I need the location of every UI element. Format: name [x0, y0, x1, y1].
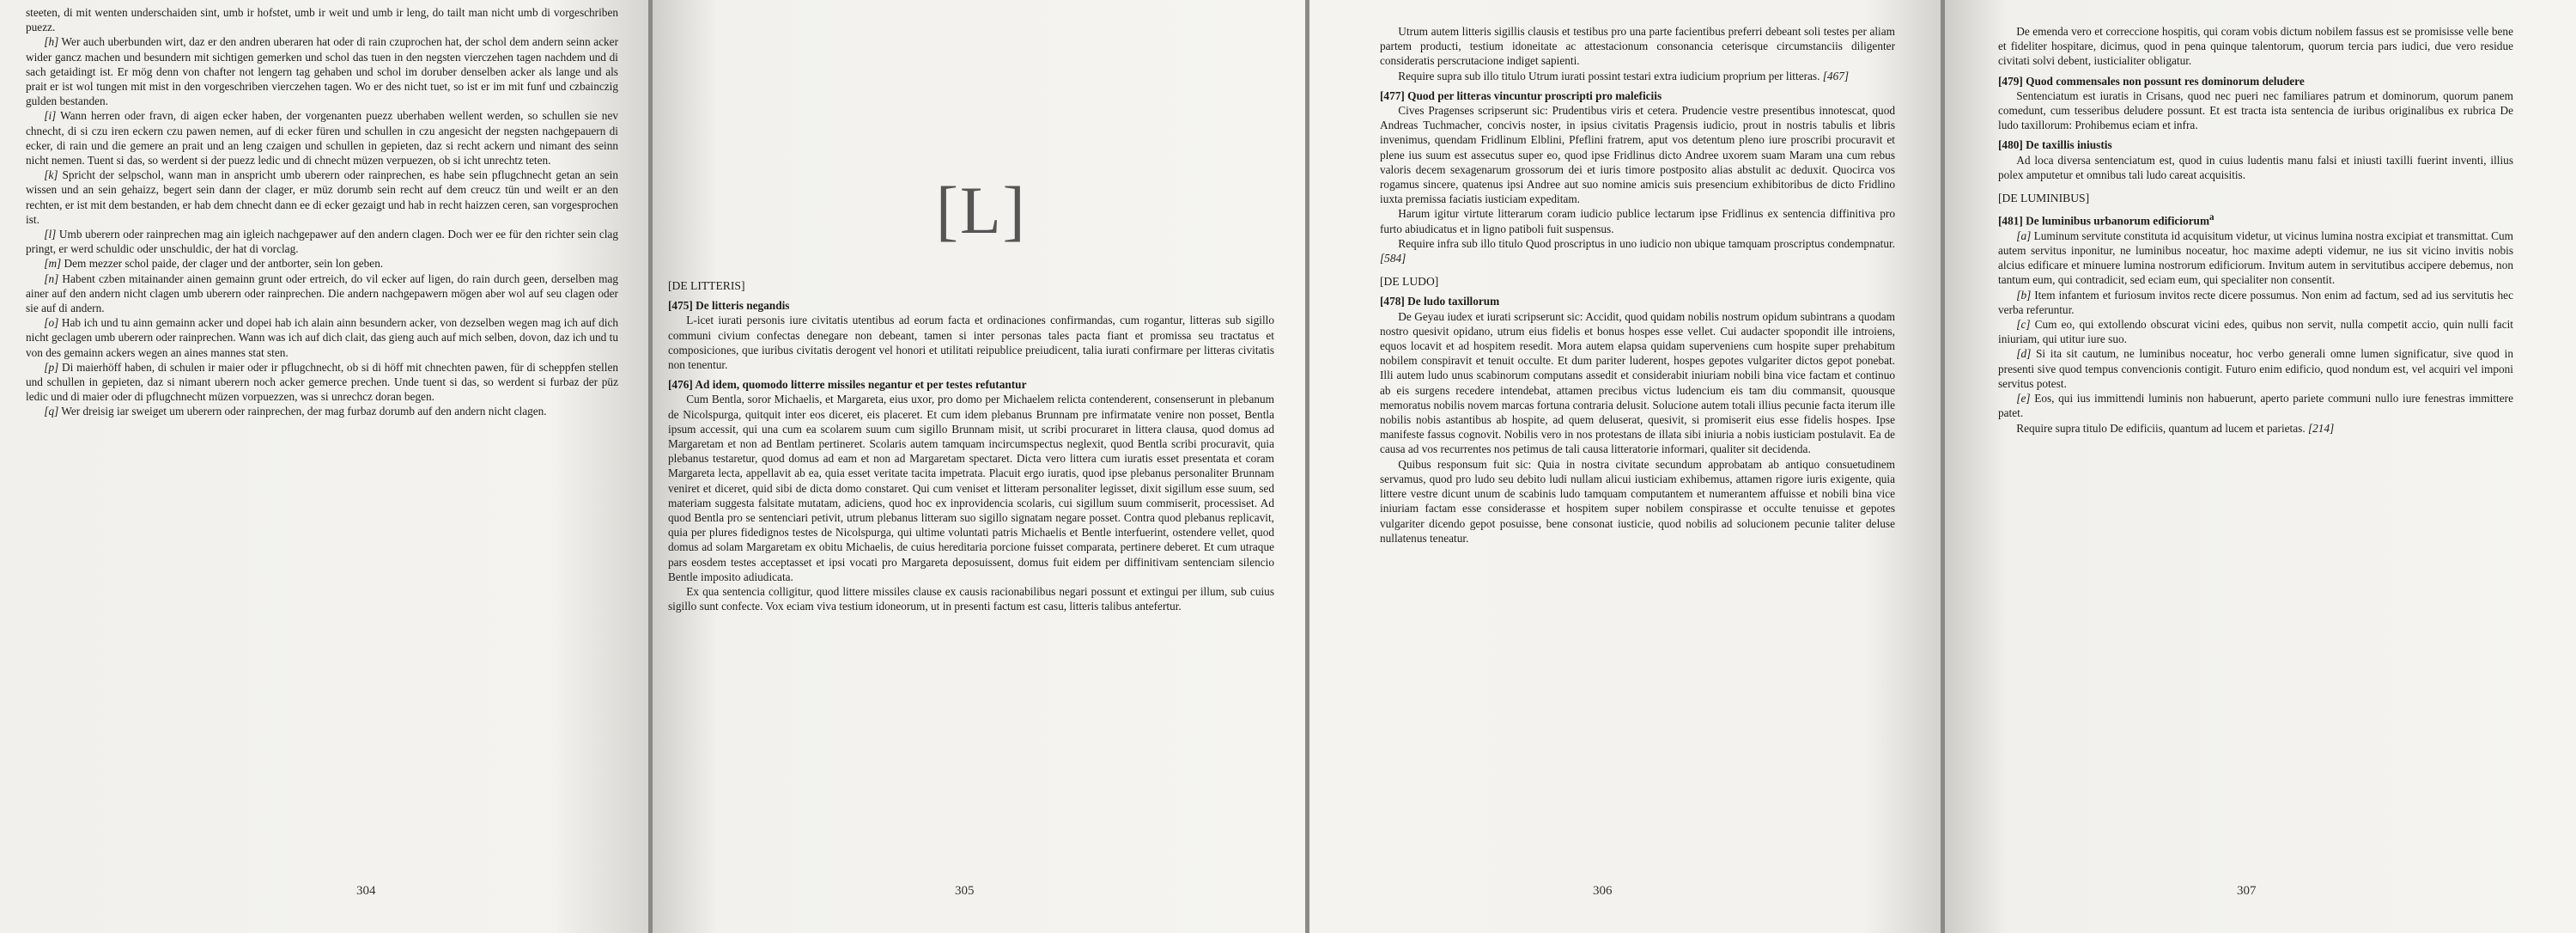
page-number-304: 304 — [356, 884, 376, 898]
page-number-305: 305 — [955, 884, 975, 898]
chapter-letter: [L] — [936, 173, 1027, 247]
paragraph — [26, 34, 618, 108]
paragraph — [26, 315, 618, 360]
entry-477-text-2: Harum igitur virtute litterarum coram iudicio publice lectarum ipse Fridlinus ex sentencia diffinitiva pro furto abiudicatus et in ligno patiboli fuit suspensus. — [1380, 207, 1895, 235]
entry-477-text: Cives Pragenses scripserunt sic: Prudentibus viris et cetera. Prudencie vestre presentibus innotescat, quod Andreas Tuchmacher, concivis noster, in ipsius civitatis Pragensis iudicio, prout in nostris tabulis et libris invenimus, quendam Fridlinum Elblini, Pfeflini fratrem, aput vos detentum pleno iure proscribi procuravit et plene ius suum est assecutus super eo, quod ipse Fridlinus dicto Andree uxorem suam Maram una cum rebus valoris decem sexagenarum grossorum dei et iuris timore postposito alias abstulit ac deduxit. Quocirca vos rogamus sincere, quatenus ipsi Andree aut suo nomine amicis suis presencium exhibitoribus de dicto Fridlino iuxta premissa faciatis iusticiam expeditam. — [1380, 104, 1895, 206]
section-heading-ludo: [DE LUDO] — [1380, 275, 1439, 289]
intro-text-307: De emenda vero et correccione hospitis, qui coram vobis dictum nobilem fassus est se promisisse velle bene et fideliter hospitare, dicimus, quod in pena quinque talentorum, quorum tercia pars iudici, due vero residue civitati solvi debent, iusticialiter obligatur. — [1998, 25, 2513, 68]
paragraph — [26, 271, 618, 316]
entry-479-text: Sentenciatum est iuratis in Crisans, quod nec pueri nec familiares patrum et dominorum, quorum panem comedunt, cum tesseribus deludere possunt. Et est tracta ista sentencia de iuribus originalibus ex rubrica De ludo taxillorum: Prohibemus eciam et infra. — [1998, 88, 2513, 132]
entry-478-heading: [478] De ludo taxillorum — [1380, 295, 1500, 308]
item-ref: [a] — [2016, 229, 2032, 242]
list-item — [1998, 317, 2513, 346]
paragraph — [26, 360, 618, 405]
entry-476-conclusion: Ex qua sentencia colligitur, quod littere missiles clause ex causis racionabilibus negari possunt et extingui per illum, sub cuius sigillo sunt confecte. Vox eciam viva testium idoneorum, ut in presenti factum est casu, litteris talibus antefertur. — [668, 585, 1274, 613]
item-ref: [d] — [2016, 347, 2032, 361]
entry-481-require: Require supra titulo De edificiis, quantum ad lucem et parietas. [214] — [2016, 421, 2335, 435]
page-number-306: 306 — [1593, 884, 1613, 898]
item-text: Eos, qui ius immittendi luminis non habuerunt, aperto pariete communi nullo iure fenestras immittere patet. — [1998, 392, 2513, 420]
paragraph — [26, 108, 618, 168]
entry-475-heading: [475] De litteris negandis — [668, 299, 790, 313]
page-304 — [0, 0, 648, 933]
paragraph-ref: [h] — [44, 35, 59, 49]
paragraph-ref: [l] — [44, 228, 57, 241]
entry-481-items — [1998, 229, 2513, 421]
page-305 — [653, 0, 1305, 933]
entry-478-text: De Geyau iudex et iurati scripserunt sic: Accidit, quod quidam nobilis nostrum opidum subintrans a quodam nostro quesivit opidano, utrum eius fidelis et bonus hospes esse vellet. Cui audacter spopondit ille introiens, equos locavit et ad hospitem resedit. Mora autem elapsa quidam superveniens cum hospite super prehabitum nobilem conspiravit et tenuit occulte. Et dum pariter luderent, hospes gepotes vulgariter dictos gepot ponebat. Illi autem ludo unus scabinorum computans assedit et considerabit iniuriam nobili bina vice factam et continuo ab eis surgens recedere intendebat, attamen precibus victus ludencium eis tam diu commansit, quousque memoratus nobilis novem marcas fortuna contraria delusit. Solucione autem totali illius pecunie facta iterum ille nobilis nobis astantibus ab hospite, ad quem deluserat, quesivit, si promiserit eius esse fidelis hospes. Ipse manifeste fassus cognovit. Nobilis vero in nos protestans de illata sibi iniuria a nobis iusticiam postulavit. Ea de causa ad vos recurrentes nos petimus de tali causa litteratorie informari, qualiter sit decidenda. — [1380, 309, 1895, 456]
paragraph — [26, 5, 618, 34]
entry-481-heading: [481] De luminibus urbanorum edificiorum$^a$ — [1998, 212, 2215, 228]
intro-text: Utrum autem litteris sigillis clausis et testibus pro una parte facientibus preferri debeant soli testes per aliam partem producti, testium idoneitate ac attestacionum consonancia ceterisque circumstanciis diligenter consideratis perscrutacione indiget sapienti. — [1380, 25, 1895, 68]
paragraph-text: Wer auch uberbunden wirt, daz er den andren uberaren hat oder di rain czuprochen hat, der schol dem andern seinn acker wider gancz machen und besundern mit sichtigen gemerken und schol das tuen in den negsten vierczehen tagen nachdem und di sach getaidingt ist. Er mög denn von chafter not lengern tag gehaben und schol im doruber denselben acker als lange und als prait er ist wol tungen mit mist in den vorgeschriben vierczehen tagen. Wo er des nicht tuet, so ist er im mit funf und czbainczig gulden bestanden. — [26, 35, 618, 108]
paragraph-ref: [m] — [44, 257, 62, 271]
page-304-body — [26, 5, 618, 419]
page-305-body — [668, 270, 1274, 613]
paragraph-text: steeten, di mit wenten underschaiden sint, umb ir hofstet, umb ir weit und umb ir leng, do tailt man nicht umb di vorgeschriben puezz. — [26, 6, 618, 34]
paragraph — [26, 227, 618, 256]
paragraph — [26, 168, 618, 227]
entry-480-text: Ad loca diversa sentenciatum est, quod in cuius ludentis manu falsi et iniusti taxilli fuerint inventi, illius polex amputetur et omnibus tali ludo careat acquisitis. — [1998, 153, 2513, 181]
entry-480-heading: [480] De taxillis iniustis — [1998, 138, 2112, 152]
paragraph-text: Wann herren oder fravn, di aigen ecker haben, der vorgenanten puezz uberhaben wellent werden, so schullen sie nev chnecht, di si czu iren eckern czu pawen nemen, auf di ecker füren und schullen in czu angesicht der negsten nachgepauern di ecker, di rain und die gemere an prait und an leng czaigen und schullen in gepieten, daz si recht ackern und nimant des seinn nicht nemen. Tuent si das, so werdent si der puezz ledic und di chnecht müzen verpuezen, ob si icht unrechtz teten. — [26, 109, 618, 168]
list-item — [1998, 346, 2513, 391]
list-item — [1998, 229, 2513, 288]
paragraph-text: Hab ich und tu ainn gemainn acker und dopei hab ich alain ainn besundern acker, von dezselben wegen mag ich auf dich nicht geclagen umb uberern oder rainprechen. Wann was ich auf dich clait, das gieng auch auf mich selben, dovon, daz ich und tu von des gemainn ackers wegen an aines mannes stat sten. — [26, 316, 618, 359]
page-306-body — [1380, 24, 1895, 546]
entry-477-require: Require infra sub illo titulo Quod proscriptus in uno iudicio non ubique tamquam proscriptus condempnatur. [584] — [1380, 236, 1895, 265]
paragraph-text: Di maierhöff haben, di schulen ir maier oder ir pflugchnecht, ob si di höff mit chnechten pawen, für di scheppfen stellen und schullen in gepieten, daz si nimant uberern noch acker gemerce prechen. Unde tuent si das, so werdent si furbaz der püz ledic und di maier oder di pflugchnecht müzen vorpuezzen, was si unrechcz doran begen. — [26, 360, 618, 404]
intro-require: Require supra sub illo titulo Utrum iurati possint testari extra iudicium proprium per litteras. [467] — [1398, 69, 1850, 82]
section-heading-luminibus: [DE LUMINIBUS] — [1998, 192, 2090, 205]
page-307-body — [1998, 24, 2513, 436]
section-heading-litteris: [DE LITTERIS] — [668, 279, 745, 292]
paragraph-ref: [i] — [44, 109, 57, 123]
paragraph-ref: [q] — [44, 405, 59, 418]
item-text: Item infantem et furiosum invitos recte dicere possumus. Non enim ad factum, sed ad ius servitutis hec verba referuntur. — [1998, 288, 2513, 316]
item-text: Cum eo, qui extollendo obscurat vicini edes, quibus non servit, nulla competit accio, quin nulli facit iniuriam, qui utitur iure suo. — [1998, 318, 2513, 346]
entry-479-heading: [479] Quod commensales non possunt res dominorum deludere — [1998, 74, 2305, 88]
item-ref: [b] — [2016, 288, 2032, 302]
paragraph — [26, 256, 618, 271]
paragraph-text: Spricht der selpschol, wann man in anspricht umb uberern oder rainprechen, es habe sein pflugchnecht getan an sein wissen und an sein gehaizz, begert sein dann der clager, er müz dorumb sein recht auf dem creucz tün und weilt er an den rechten, er ist mit dem bestanden, er hab dem chnecht dann ee di ecker gezaigt und hab in recht haizzen ceren, san vorgesprochen ist. — [26, 168, 618, 226]
paragraph-text: Habent czben mitainander ainen gemainn grunt oder ertreich, do vil ecker auf ligen, do rain durch geen, derselben mag ainer auf den andern nicht clagen umb uberern oder rainprechen. Die andern nachgepawern mögen aber wol auf seu clagen oder sie auf di andern. — [26, 271, 618, 315]
paragraph-text: Dem mezzer schol paide, der clager und der antborter, sein lon geben. — [61, 257, 384, 271]
item-ref: [c] — [2016, 318, 2031, 332]
list-item — [1998, 288, 2513, 317]
list-item — [1998, 391, 2513, 420]
entry-476-text: Cum Bentla, soror Michaelis, et Margareta, eius uxor, pro domo per Michaelem relicta contenderent, consenserunt in plebanum de Nicolspurga, quitquit inter eos diceret, eis placeret. Et cum idem plebanus Brunnam pre infirmatate venire non posset, Bentla ipsum accessit, qui una cum ea scolarem suum cum sigillo Brunnam misit, ut scribi procuraret in littera clausa, quod domus ad Margaretam et non ad Bentlam pertineret. Scolaris autem tamquam incircumspectus neglexit, quod Bentla scribi procuravit, quia plebanus testaretur, quod domus ad eam et non ad Margaretam spectaret. Dicta vero littera cum iuratis esset presentata et coram Margareta lecta, appellavit ab ea, quia esset veritate tacita impetrata. Placuit ergo iuratis, quod ipse plebanus personaliter Brunnam veniret et diceret, quid sibi de dicta domo constaret. Qui cum veniset et litteram personaliter legisset, dixit sigillum esse suum, sed materiam suggesta falsitate mutatam, adiciens, quod hoc ex inprovidencia scolaris, cui sigillum suum commiserit, processiset. Ad quod Bentla pro se sentenciari petivit, utrum plebanus litteram suo sigillo signatam negare posset. Contra quod plebanus replicavit, quia per plures fidedignos testes de Nicolspurga, qui ultime voluntati patris Michaelis et Bentle interfuerint, ostendere vellet, quod domus ad solam Margaretam ex obitu Michaelis, de cuius hereditaria porcione fuisset comparata, pertinere deberet. Et cum utraque pars eosdem testes acceptasset et ipsi vocati pro Margareta deposuissent, domus fuit eidem per diffinitivam sentenciam silencio Bentle imposito adiudicata. — [668, 393, 1274, 583]
entry-477-heading: [477] Quod per litteras vincuntur proscripti pro maleficiis — [1380, 88, 1662, 102]
item-text: Si ita sit cautum, ne luminibus noceatur, hoc verbo generali omne lumen significatur, sive quod in presenti sive quod tempus convencionis contigit. Futuro enim edificio, quod nondum est, vel acquiri vel imponi servitus potest. — [1998, 347, 2513, 390]
entry-478-response: Quibus responsum fuit sic: Quia in nostra civitate secundum approbatam ab antiquo consuetudinem servamus, quod pro ludo seu debito ludi nullam alicui iusticiam exhibemus, attamen rigore iuris exigente, quia littere vestre dicunt unum de scabinis ludo tamquam computantem et numerantem affuisse et nobili bina vice iniuriam factam esse considerasse et hospitem super nobilem conspirasse et occulte tenuisse et gepotes vulgariter dicendo gepot posuisse, bene consonat iusticie, quod nobilis ad solucionem pecunie taliter deluse nullatenus teneatur. — [1380, 457, 1895, 545]
item-text: Luminum servitute constituta id acquisitum videtur, ut vicinus lumina nostra excipiat et transmittat. Cum autem servitus inponitur, ne luminibus noceatur, hoc maxime adepti videmur, ne ius sit vicino invitis nobis alcius edificare et minuere lumina nostrorum edificiorum. Invitum autem in servitutibus accipere debemus, non tantum eum, qui contradicit, sed eciam eum, qui specialiter non consentit. — [1998, 229, 2513, 287]
paragraph-ref: [n] — [44, 271, 59, 285]
page-306 — [1309, 0, 1941, 933]
paragraph-ref: [o] — [44, 316, 59, 330]
entry-476-heading: [476] Ad idem, quomodo litterre missiles negantur et per testes refutantur — [668, 378, 1027, 392]
page-307 — [1945, 0, 2576, 933]
paragraph — [26, 404, 618, 418]
paragraph-text: Umb uberern oder rainprechen mag ain igleich nachgepawer auf den andern clagen. Doch wer ee für den richter sein clag pringt, er werd schuldic oder unschuldic, der hat di vorclag. — [26, 228, 618, 256]
paragraph-text: Wer dreisig iar sweiget um uberern oder rainprechen, der mag furbaz dorumb auf den andern nicht clagen. — [58, 405, 547, 418]
page-number-307: 307 — [2237, 884, 2257, 898]
paragraph-ref: [k] — [44, 168, 58, 182]
item-ref: [e] — [2016, 392, 2031, 406]
bleed-through-text — [26, 747, 507, 762]
paragraph-ref: [p] — [44, 360, 59, 374]
entry-475-text: L-icet iurati personis iure civitatis utentibus ad eorum facta et ordinaciones confirmandas, cum rogantur, litteras sub sigillo communi civium confectas denegare non debeant, tamen si inter personas tales pacta fiant et promissa seu tractatus et composiciones, que iuribus civitatis derogent vel honori et utilitati reipublice preiudicent, talia iurati confirmare per litteras civitatis non tenentur. — [668, 314, 1274, 372]
